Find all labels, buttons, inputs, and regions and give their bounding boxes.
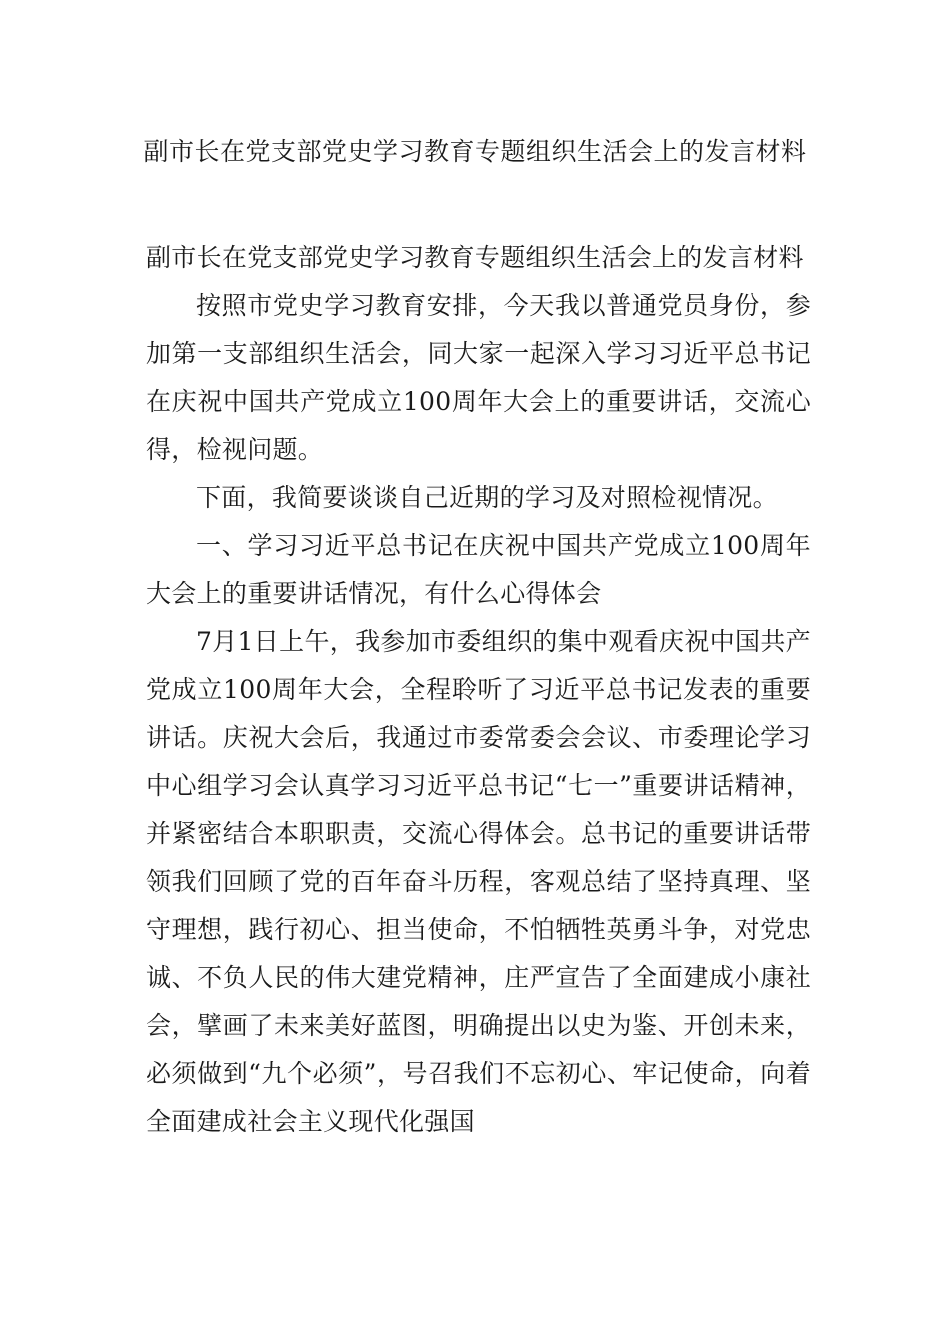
- document-body: [146, 234, 811, 1146]
- section-heading-1: 一、学习习近平总书记在庆祝中国共产党成立100周年大会上的重要讲话情况，有什么心得体会: [146, 531, 811, 608]
- paragraph-overview: 下面，我简要谈谈自己近期的学习及对照检视情况。: [196, 483, 778, 512]
- paragraph-intro: 按照市党史学习教育安排，今天我以普通党员身份，参加第一支部组织生活会，同大家一起深入学习习近平总书记在庆祝中国共产党成立100周年大会上的重要讲话，交流心得，检视问题。: [146, 291, 811, 464]
- paragraph-section-1-body: 7月1日上午，我参加市委组织的集中观看庆祝中国共产党成立100周年大会，全程聆听了习近平总书记发表的重要讲话。庆祝大会后，我通过市委常委会会议、市委理论学习中心组学习会认真学习习近平总书记“七一”重要讲话精神，并紧密结合本职职责，交流心得体会。总书记的重要讲话带领我们回顾了党的百年奋斗历程，客观总结了坚持真理、坚守理想，践行初心、担当使命，不怕牺牲英勇斗争，对党忠诚、不负人民的伟大建党精神，庄严宣告了全面建成小康社会，擘画了未来美好蓝图，明确提出以史为鉴、开创未来，必须做到“九个必须”，号召我们不忘初心、牢记使命，向着全面建成社会主义现代化强国: [146, 627, 811, 1136]
- paragraph-repeated-title: 副市长在党支部党史学习教育专题组织生活会上的发言材料: [146, 243, 804, 272]
- document-title: 副市长在党支部党史学习教育专题组织生活会上的发言材料: [143, 137, 807, 166]
